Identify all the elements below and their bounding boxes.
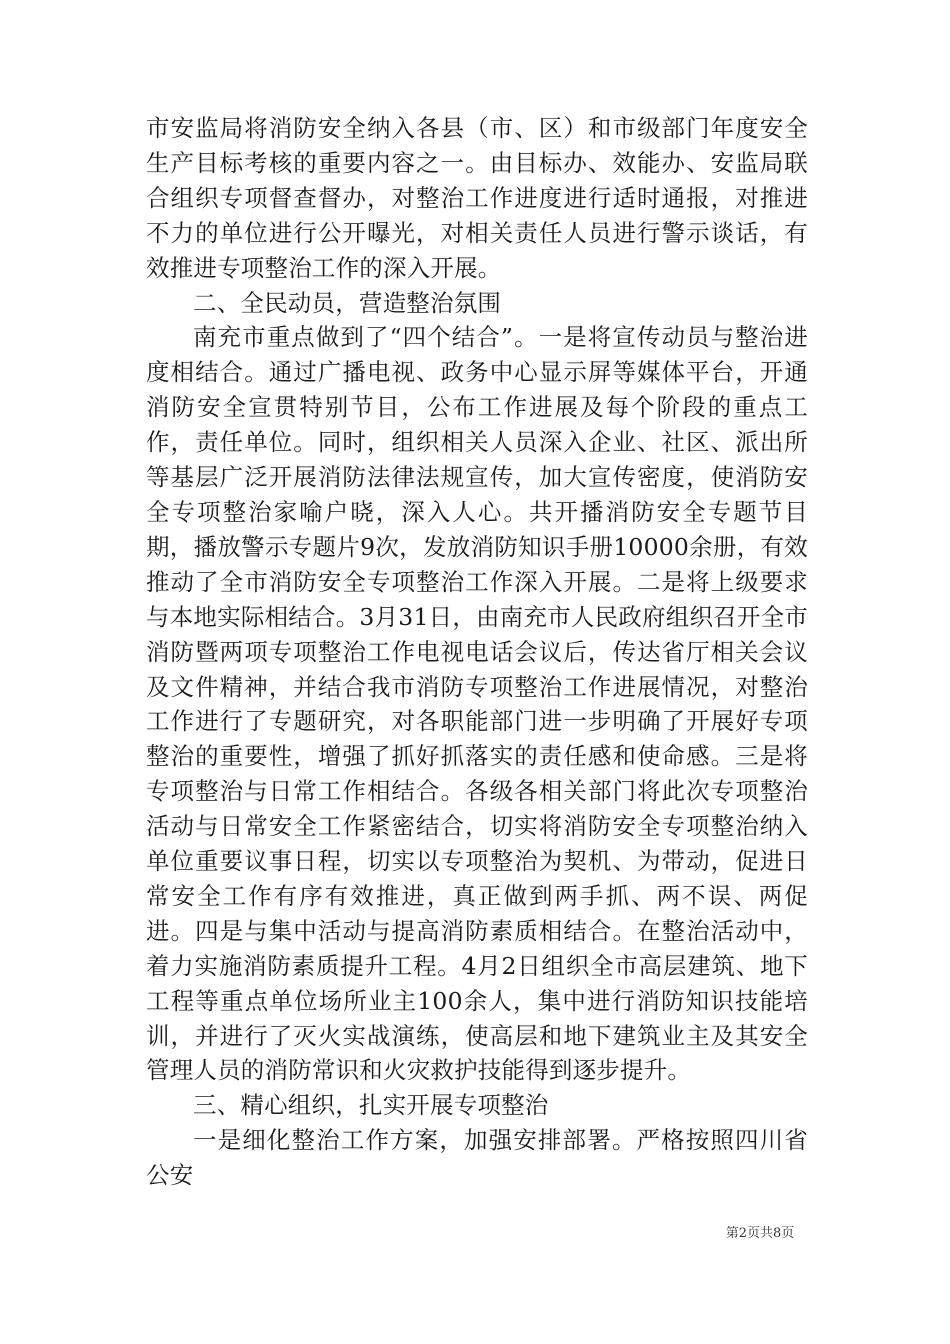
section-heading-2: 二、全民动员，营造整治氛围 (193, 288, 502, 317)
page-number: 第2页共8页 (725, 1226, 795, 1241)
document-body (146, 111, 808, 1193)
paragraph-four-combinations: 南充市重点做到了“四个结合”。一是将宣传动员与整治进度相结合。通过广播电视、政务中心显示屏等媒体平台，开通消防安全宣贯特别节目，公布工作进展及每个阶段的重点工作，责任单位。同时，组织相关人员深入企业、社区、派出所等基层广泛开展消防法律法规宣传，加大宣传密度，使消防安全专项整治家喻户晓，深入人心。共开播消防安全专题节目期，播放警示专题片9次，发放消防知识手册10000余册，有效推动了全市消防安全专项整治工作深入开展。二是将上级要求与本地实际相结合。3月31日，由南充市人民政府组织召开全市消防暨两项专项整治工作电视电话会议后，传达省厅相关会议及文件精神，并结合我市消防专项整治工作进展情况，对整治工作进行了专题研究，对各职能部门进一步明确了开展好专项整治的重要性，增强了抓好抓落实的责任感和使命感。三是将专项整治与日常工作相结合。各级各相关部门将此次专项整治活动与日常安全工作紧密结合，切实将消防安全专项整治纳入单位重要议事日程，切实以专项整治为契机、为带动，促进日常安全工作有序有效推进，真正做到两手抓、两不误、两促进。四是与集中活动与提高消防素质相结合。在整治活动中，着力实施消防素质提升工程。4月2日组织全市高层建筑、地下工程等重点单位场所业主100余人，集中进行消防知识技能培训，并进行了灭火实战演练，使高层和地下建筑业主及其安全管理人员的消防常识和火灾救护技能得到逐步提升。 (146, 323, 808, 1085)
paragraph-plan-details: 一是细化整治工作方案，加强安排部署。严格按照四川省公安 (146, 1126, 808, 1190)
paragraph-continuation: 市安监局将消防安全纳入各县（市、区）和市级部门年度安全生产目标考核的重要内容之一。由目标办、效能办、安监局联合组织专项督查督办，对整治工作进度进行适时通报，对推进不力的单位进行公开曝光，对相关责任人员进行警示谈话，有效推进专项整治工作的深入开展。 (146, 114, 808, 282)
section-heading-3: 三、精心组织，扎实开展专项整治 (193, 1091, 549, 1120)
